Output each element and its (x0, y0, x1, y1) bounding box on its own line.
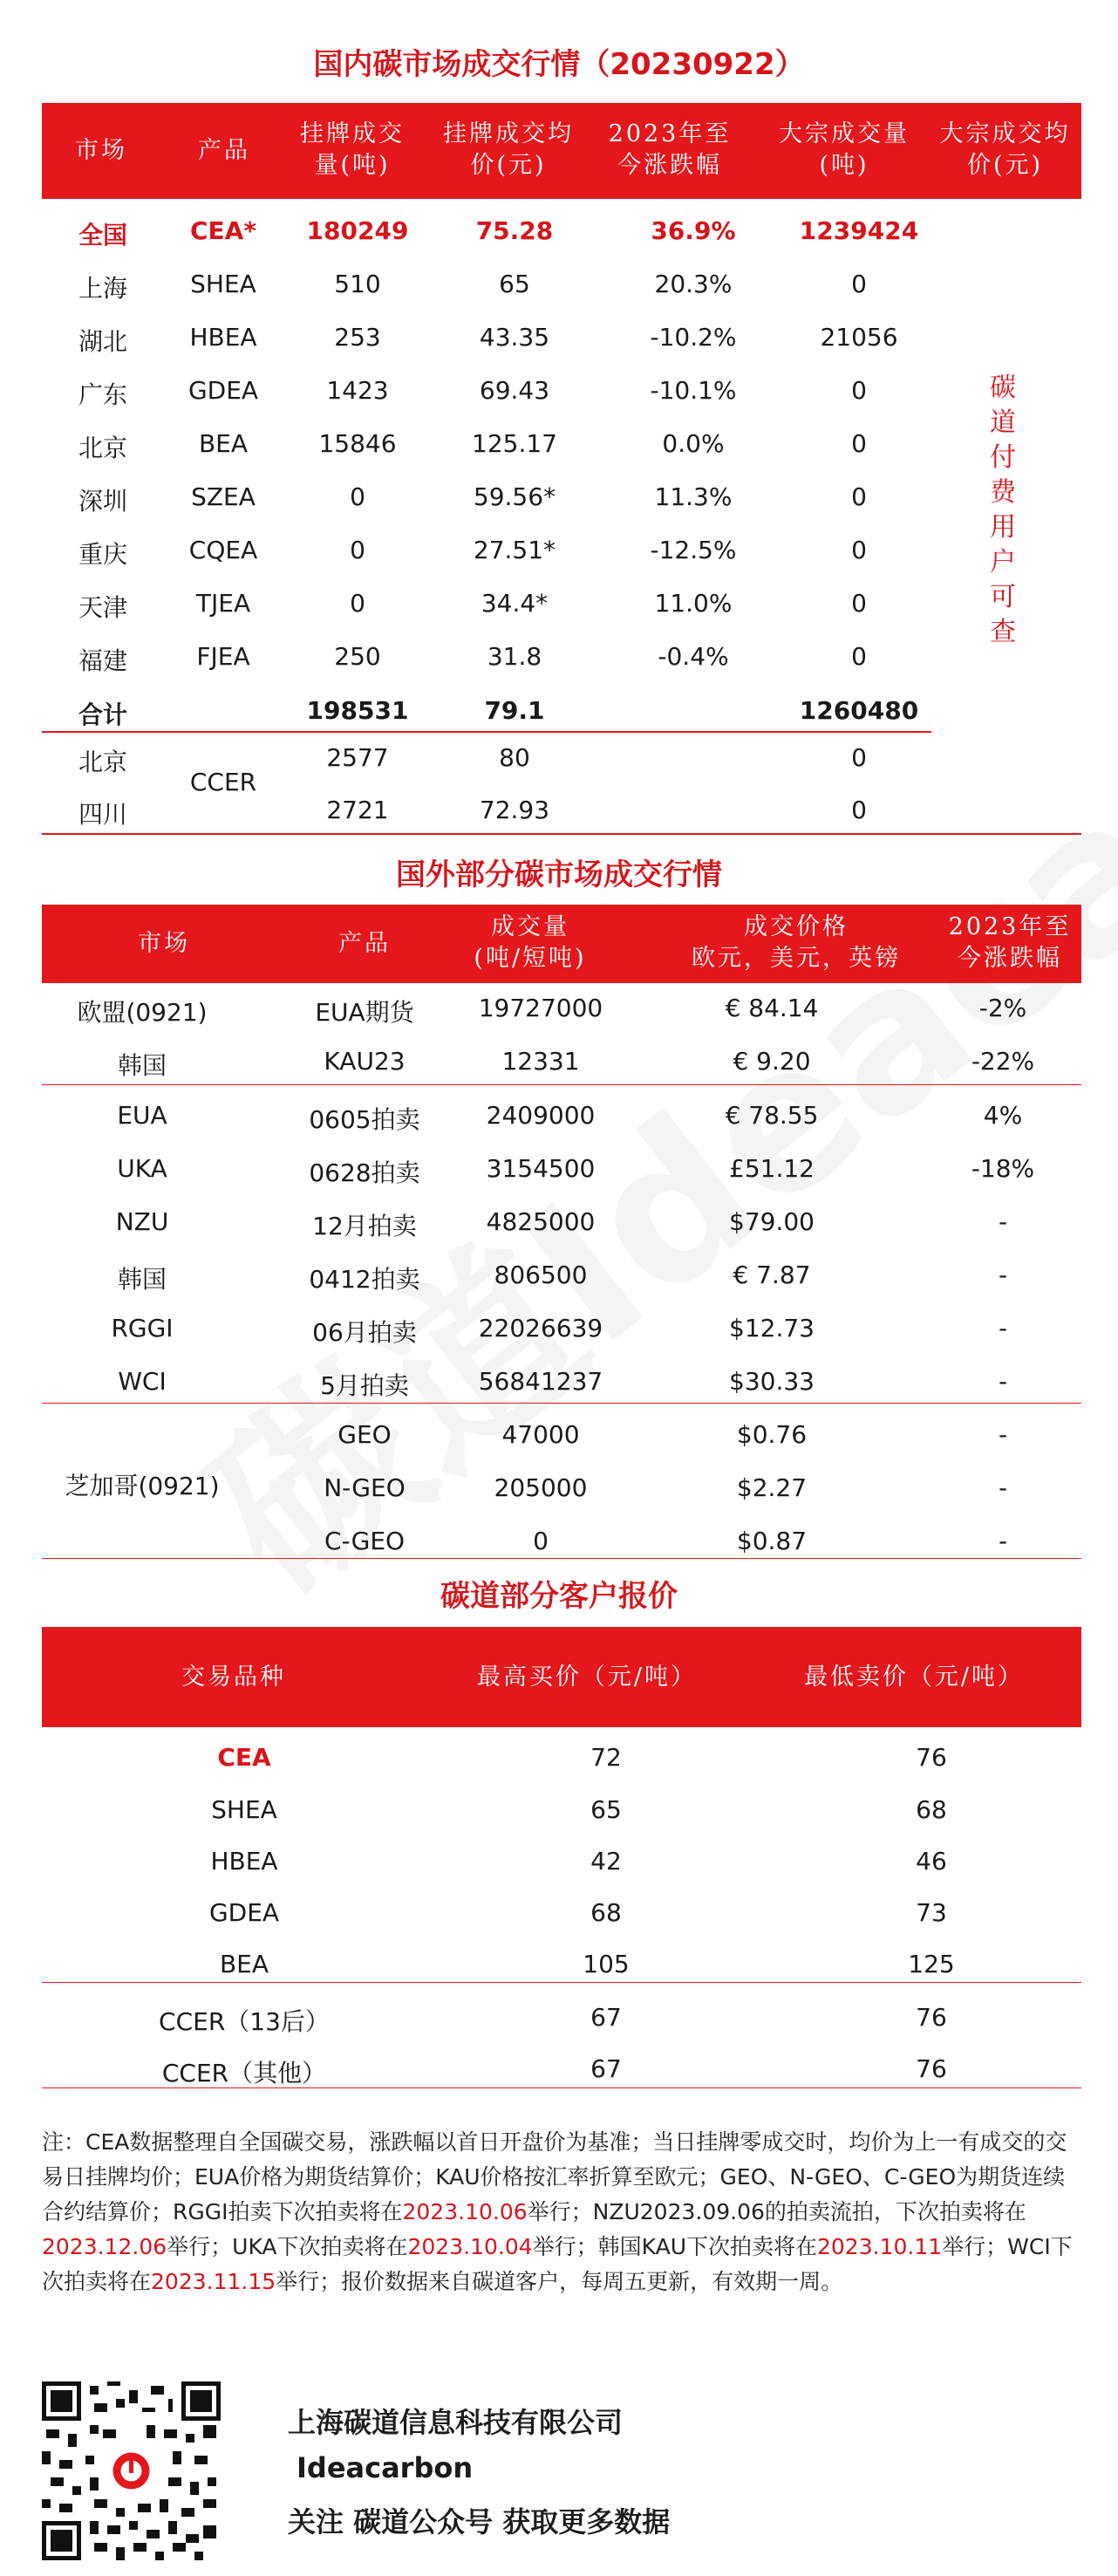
chicago-price: $2.27 (736, 1473, 808, 1502)
row-price: 34.4* (481, 589, 549, 618)
row-product: HBEA (189, 323, 257, 352)
note-date-kau: 2023.10.11 (817, 2234, 943, 2259)
paid-user-note: 碳 道 付 费 用 户 可 查 (990, 372, 1016, 647)
foreign-price: $79.00 (729, 1207, 815, 1236)
row-price: 65 (499, 270, 530, 298)
row-price: 69.43 (479, 376, 550, 405)
quote-item: GDEA (208, 1898, 280, 1927)
row-bulk: 1239424 (799, 216, 919, 245)
quote-item: CEA (217, 1743, 271, 1772)
chicago-price: $0.76 (736, 1420, 808, 1449)
ccer-price-2: 72.93 (479, 796, 550, 824)
fheader-price-line1: 成交价格 (744, 913, 849, 940)
row-change: 20.3% (654, 270, 733, 298)
foreign-change: -22% (971, 1047, 1035, 1076)
domestic-title: 国内碳市场成交行情（20230922） (313, 47, 805, 82)
foreign-market: 韩国 (117, 1265, 167, 1294)
foreign-volume: 56841237 (478, 1367, 603, 1396)
foreign-change: - (998, 1207, 1008, 1236)
row-change: -12.5% (650, 536, 737, 564)
quote-buy: 67 (590, 2003, 622, 2032)
foreign-price: € 7.87 (733, 1261, 811, 1289)
row-market: 北京 (78, 434, 127, 462)
header-listed-volume: 挂牌成交量(吨) (300, 120, 405, 179)
foreign-product: 0628拍卖 (309, 1158, 420, 1187)
ccer-price-1: 80 (499, 743, 530, 772)
fheader-volume (443, 912, 617, 974)
quote-buy: 68 (590, 1898, 622, 1927)
foreign-price: £51.12 (729, 1154, 815, 1183)
foreign-product: EUA期货 (315, 998, 414, 1027)
row-price: 31.8 (487, 642, 542, 671)
total-divider (42, 731, 931, 733)
foreign-volume: 19727000 (478, 994, 603, 1022)
chicago-change: - (998, 1527, 1008, 1555)
chicago-change: - (998, 1420, 1008, 1449)
chicago-price: $0.87 (736, 1527, 808, 1555)
row-change: -10.2% (650, 323, 737, 352)
foreign-volume: 2409000 (486, 1101, 596, 1130)
total-label: 合计 (78, 700, 127, 729)
quote-buy: 42 (590, 1847, 622, 1876)
row-market: 上海 (78, 274, 127, 303)
foreign-product: 12月拍卖 (312, 1212, 417, 1240)
header-product: 产品 (198, 137, 250, 164)
row-volume: 180249 (306, 216, 409, 245)
note-text-3: 举行；UKA下次拍卖将在 (167, 2234, 408, 2259)
note-text-4: 举行；韩国KAU下次拍卖将在 (532, 2234, 817, 2259)
quotes-divider (42, 1982, 1081, 1983)
row-bulk: 0 (851, 482, 867, 511)
row-product: BEA (198, 429, 249, 458)
note-date-rggi: 2023.10.06 (402, 2199, 528, 2224)
foreign-product: 5月拍卖 (320, 1371, 409, 1400)
ccer-volume-2: 2721 (326, 796, 389, 824)
foreign-market: UKA (117, 1154, 167, 1183)
quote-sell: 46 (916, 1847, 947, 1876)
quote-buy: 65 (590, 1795, 622, 1824)
row-change: -10.1% (650, 376, 737, 405)
row-price: 43.35 (479, 323, 550, 352)
ccer-product: CCER (189, 768, 257, 796)
row-volume: 0 (350, 482, 365, 511)
foreign-volume: 4825000 (486, 1207, 596, 1236)
domestic-bottom-line (42, 833, 1081, 835)
row-market: 重庆 (78, 540, 127, 569)
note-text-5: 举行；WCI下次拍卖将在 (42, 2234, 1073, 2294)
row-change: 36.9% (651, 216, 736, 245)
row-product: TJEA (195, 589, 251, 618)
qr-code-icon (42, 2381, 221, 2560)
note-date-nzu: 2023.12.06 (42, 2234, 167, 2259)
foreign-volume: 22026639 (478, 1314, 603, 1343)
quote-sell: 125 (908, 1950, 955, 1978)
row-market: 全国 (78, 221, 127, 249)
chicago-product: N-GEO (324, 1473, 406, 1502)
foreign-title: 国外部分碳市场成交行情 (396, 858, 722, 892)
quotes-title: 碳道部分客户报价 (440, 1579, 678, 1614)
note-text-2: 举行；NZU2023.09.06的拍卖流拍，下次拍卖将在 (527, 2199, 1026, 2224)
foreign-price: $12.73 (729, 1314, 815, 1343)
header-bulk-volume: 大宗成交量(吨) (779, 120, 910, 179)
row-bulk: 0 (851, 536, 867, 564)
chicago-market: 芝加哥(0921) (65, 1472, 220, 1500)
foreign-header (42, 905, 1081, 983)
foreign-divider-1 (42, 1084, 1081, 1085)
row-market: 湖北 (78, 327, 127, 356)
chicago-volume: 0 (533, 1527, 549, 1555)
foreign-change: -18% (971, 1154, 1035, 1183)
quote-sell: 73 (916, 1898, 947, 1927)
row-volume: 0 (350, 536, 365, 564)
total-bulk: 1260480 (799, 696, 919, 725)
row-bulk: 0 (851, 376, 867, 405)
quote-item: BEA (219, 1950, 269, 1978)
fheader-change-line1: 2023年至 (948, 913, 1072, 940)
fheader-price (652, 912, 940, 974)
foreign-volume: 3154500 (486, 1154, 596, 1183)
row-bulk: 0 (851, 642, 867, 671)
fheader-volume-line1: 成交量 (491, 913, 569, 940)
quotes-header (42, 1627, 1081, 1727)
quote-item: CCER（其他） (161, 2059, 327, 2087)
header-ytd-change: 2023年至今涨跌幅 (608, 120, 732, 179)
ccer-market-1: 北京 (78, 748, 127, 776)
chicago-change: - (998, 1473, 1008, 1502)
row-price: 59.56* (473, 482, 556, 511)
fheader-market: 市场 (138, 930, 190, 957)
header-listed-price: 挂牌成交均价(元) (443, 120, 574, 179)
qr-code (42, 2381, 221, 2560)
chicago-volume: 205000 (494, 1473, 588, 1502)
quote-item: HBEA (210, 1847, 278, 1876)
row-bulk: 0 (851, 270, 867, 298)
row-change: 11.0% (654, 589, 733, 618)
fheader-product: 产品 (338, 930, 391, 957)
row-product: SHEA (190, 270, 256, 298)
chicago-volume: 47000 (501, 1420, 580, 1449)
foreign-market: NZU (115, 1207, 169, 1236)
header-bulk-price: 大宗成交均价(元) (939, 120, 1071, 179)
follow-text: 关注 碳道公众号 获取更多数据 (288, 2505, 671, 2538)
foreign-volume: 806500 (494, 1261, 588, 1289)
chicago-product: C-GEO (324, 1527, 406, 1555)
row-market: 广东 (78, 380, 127, 409)
note-text-6: 举行；报价数据来自碳道客户，每周五更新，有效期一周。 (276, 2269, 843, 2294)
foreign-market: WCI (118, 1367, 167, 1396)
quote-item: CCER（13后） (159, 2007, 330, 2036)
foreign-divider-2 (42, 1403, 1081, 1404)
total-volume: 198531 (306, 696, 409, 725)
foreign-change: 4% (983, 1101, 1023, 1130)
row-product: CQEA (188, 536, 258, 564)
foreign-bottom-line (42, 1558, 1081, 1559)
row-volume: 1423 (326, 376, 389, 405)
row-price: 75.28 (475, 216, 554, 245)
row-change: -0.4% (658, 642, 729, 671)
qheader-sell: 最低卖价（元/吨） (803, 1664, 1025, 1691)
chicago-product: GEO (337, 1420, 392, 1449)
fheader-change-line2: 今涨跌幅 (958, 945, 1062, 972)
foreign-change: -2% (978, 994, 1027, 1022)
foreign-market: RGGI (111, 1314, 174, 1343)
note-date-wci: 2023.11.15 (151, 2269, 276, 2294)
quote-buy: 105 (583, 1950, 630, 1978)
row-market: 深圳 (78, 487, 127, 516)
fheader-change (931, 912, 1088, 974)
foreign-volume: 12331 (501, 1047, 580, 1076)
row-bulk: 0 (851, 589, 867, 618)
row-volume: 510 (334, 270, 381, 298)
row-product: SZEA (191, 482, 256, 511)
fheader-volume-line2: (吨/短吨) (474, 945, 587, 972)
ccer-market-2: 四川 (78, 800, 127, 829)
fheader-price-line2: 欧元，美元，英镑 (692, 945, 901, 972)
quotes-bottom-line (42, 2087, 1081, 2088)
qheader-buy: 最高买价（元/吨） (476, 1664, 698, 1691)
foreign-market: EUA (117, 1101, 167, 1130)
foreign-price: € 78.55 (725, 1101, 819, 1130)
foreign-product: 06月拍卖 (312, 1318, 417, 1347)
quote-buy: 72 (590, 1743, 622, 1772)
quote-buy: 67 (590, 2054, 622, 2083)
row-change: 0.0% (662, 429, 725, 458)
foreign-change: - (998, 1367, 1008, 1396)
row-market: 天津 (78, 593, 127, 622)
row-bulk: 0 (851, 429, 867, 458)
foreign-price: € 84.14 (725, 994, 819, 1022)
row-product: GDEA (187, 376, 259, 405)
row-volume: 15846 (318, 429, 397, 458)
footnote (42, 2125, 1081, 2299)
quote-item: SHEA (211, 1795, 277, 1824)
quote-sell: 68 (916, 1795, 947, 1824)
foreign-market: 欧盟(0921) (77, 998, 208, 1027)
row-price: 27.51* (473, 536, 556, 564)
row-volume: 250 (334, 642, 381, 671)
ccer-volume-1: 2577 (326, 743, 389, 772)
row-product: CEA* (190, 216, 256, 245)
foreign-change: - (998, 1261, 1008, 1289)
foreign-change: - (998, 1314, 1008, 1343)
ccer-bulk-1: 0 (851, 743, 867, 772)
quote-sell: 76 (916, 2054, 947, 2083)
brand-name: Ideacarbon (297, 2451, 474, 2484)
qheader-item: 交易品种 (181, 1664, 286, 1691)
foreign-price: € 9.20 (733, 1047, 811, 1076)
total-price: 79.1 (484, 696, 545, 725)
row-change: 11.3% (654, 482, 733, 511)
note-date-uka: 2023.10.04 (407, 2234, 533, 2259)
company-name: 上海碳道信息科技有限公司 (288, 2406, 624, 2439)
ccer-bulk-2: 0 (851, 796, 867, 824)
row-price: 125.17 (472, 429, 557, 458)
quote-sell: 76 (916, 1743, 947, 1772)
note-text-1: 注：CEA数据整理自全国碳交易，涨跌幅以首日开盘价为基准；当日挂牌零成交时，均价为上一有成交的交易日挂牌均价；EUA价格为期货结算价；KAU价格按汇率折算至欧元；GEO、N-GEO、C-GEO为期货连续合约结算价；RGGI拍卖下次拍卖将在 (42, 2129, 1067, 2224)
foreign-product: 0412拍卖 (309, 1265, 420, 1294)
row-product: FJEA (196, 642, 250, 671)
row-market: 福建 (78, 646, 127, 675)
foreign-product: KAU23 (324, 1047, 406, 1076)
foreign-market: 韩国 (117, 1051, 167, 1080)
foreign-price: $30.33 (729, 1367, 815, 1396)
row-volume: 253 (334, 323, 381, 352)
row-volume: 0 (350, 589, 365, 618)
header-market: 市场 (75, 137, 127, 164)
foreign-product: 0605拍卖 (309, 1105, 420, 1134)
row-bulk: 21056 (820, 323, 898, 352)
domestic-header (42, 103, 1081, 199)
quote-sell: 76 (916, 2003, 947, 2032)
